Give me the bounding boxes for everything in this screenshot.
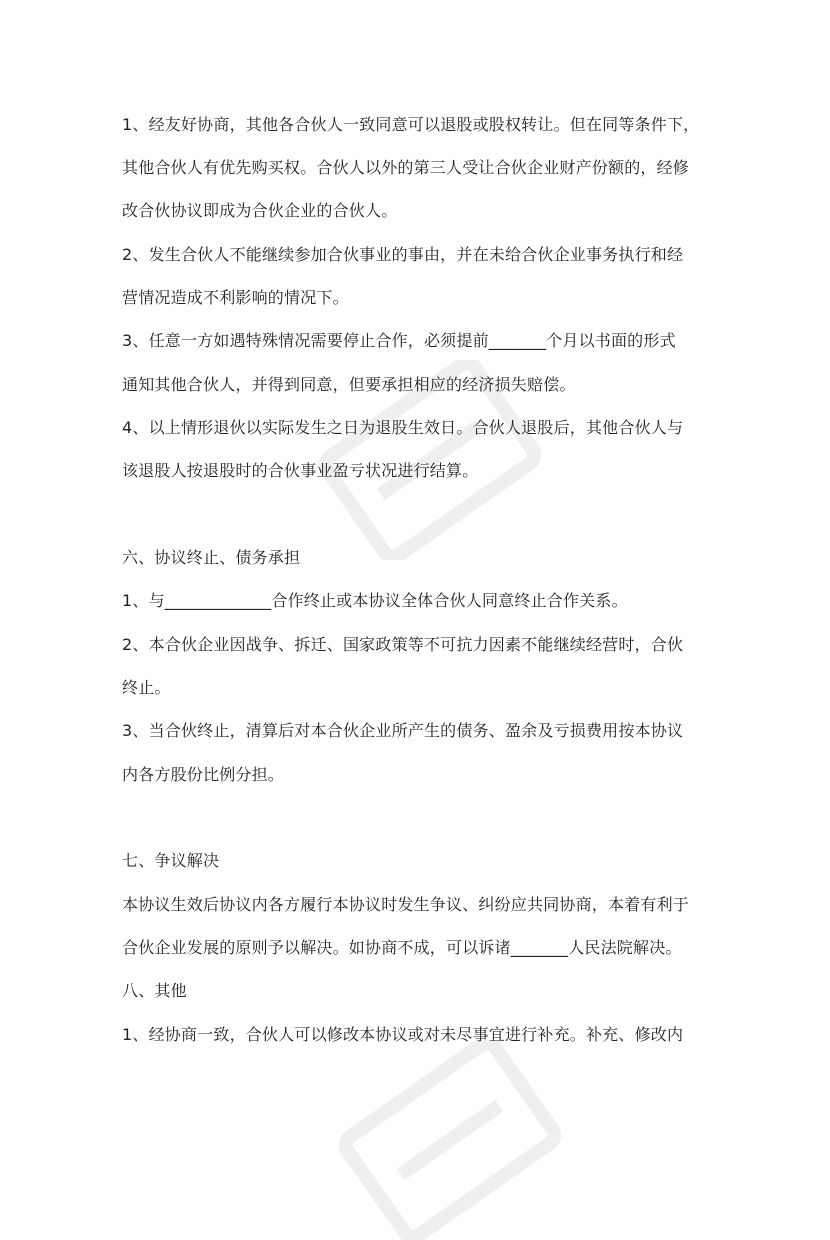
clause-5-3-line-1: 3、任意一方如遇特殊情况需要停止合作，必须提前_______个月以书面的形式 [122, 331, 676, 350]
clause-6-1-line-1: 1、与_____________合作终止或本协议全体合伙人同意终止合作关系。 [122, 591, 628, 610]
clause-6-2-line-2: 终止。 [122, 678, 171, 697]
clause-6-3-line-1: 3、当合伙终止，清算后对本合伙企业所产生的债务、盈余及亏损费用按本协议 [122, 721, 684, 740]
section-8-heading: 八、其他 [122, 981, 187, 1000]
clause-6-3-line-2: 内各方股份比例分担。 [122, 765, 285, 784]
section-7-body-line-2: 合伙企业发展的原则予以解决。如协商不成，可以诉诸_______人民法院解决。 [122, 938, 682, 957]
clause-8-1-line-1: 1、经协商一致，合伙人可以修改本协议或对未尽事宜进行补充。补充、修改内 [122, 1025, 684, 1044]
clause-5-2-line-2: 营情况造成不利影响的情况下。 [122, 288, 349, 307]
clause-5-1-line-1: 1、经友好协商，其他各合伙人一致同意可以退股或股权转让。但在同等条件下， [122, 115, 700, 134]
clause-5-2-line-1: 2、发生合伙人不能继续参加合伙事业的事由，并在未给合伙企业事务执行和经 [122, 245, 684, 264]
section-7-body-line-1: 本协议生效后协议内各方履行本协议时发生争议、纠纷应共同协商，本着有利于 [122, 895, 690, 914]
clause-5-4-line-1: 4、以上情形退伙以实际发生之日为退股生效日。合伙人退股后，其他合伙人与 [122, 418, 684, 437]
clause-5-1-line-3: 改合伙协议即成为合伙企业的合伙人。 [122, 201, 398, 220]
clause-6-2-line-1: 2、本合伙企业因战争、拆迁、国家政策等不可抗力因素不能继续经营时，合伙 [122, 635, 684, 654]
clause-5-1-line-2: 其他合伙人有优先购买权。合伙人以外的第三人受让合伙企业财产份额的，经修 [122, 158, 690, 177]
section-7-heading: 七、争议解决 [122, 851, 220, 870]
section-6-heading: 六、协议终止、债务承担 [122, 548, 301, 567]
clause-5-4-line-2: 该退股人按退股时的合伙事业盈亏状况进行结算。 [122, 461, 479, 480]
clause-5-3-line-2: 通知其他合伙人，并得到同意，但要承担相应的经济损失赔偿。 [122, 375, 576, 394]
watermark-logo-icon [320, 1040, 580, 1240]
